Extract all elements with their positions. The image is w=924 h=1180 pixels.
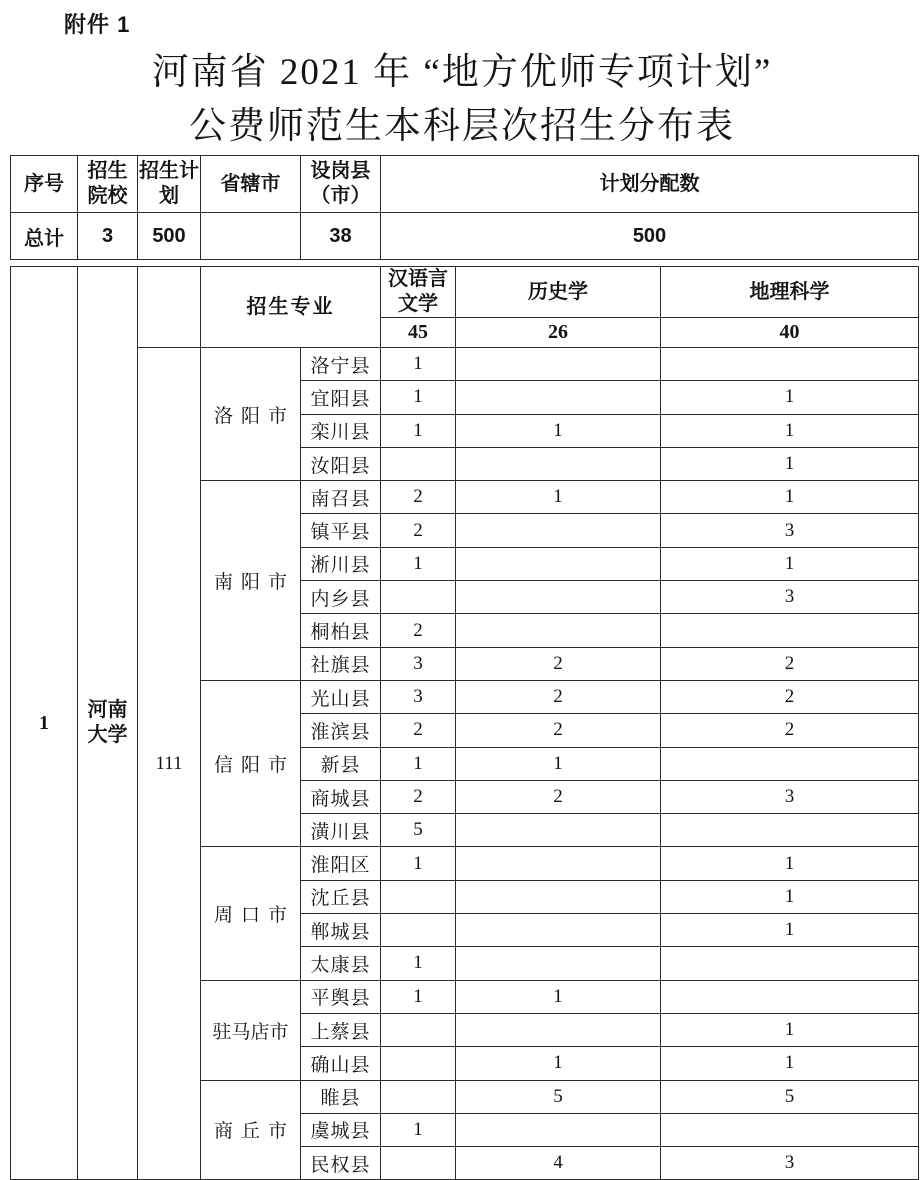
header-county-line1: 设岗县: [310, 160, 371, 182]
county-name: 虞城县: [301, 1113, 381, 1146]
plan-empty-cell: [138, 267, 201, 348]
county-name: 上蔡县: [301, 1013, 381, 1046]
header-county-line2: （市）: [310, 185, 371, 207]
county-name: 太康县: [301, 947, 381, 980]
major-total-chinese: 45: [381, 318, 456, 348]
county-name: 镇平县: [301, 514, 381, 547]
total-allocation: 500: [381, 213, 919, 260]
city-name: 信阳市: [201, 680, 301, 846]
county-name: 淅川县: [301, 547, 381, 580]
allocation-value: [456, 547, 661, 580]
allocation-value: 5: [661, 1080, 919, 1113]
allocation-value: 2: [456, 780, 661, 813]
allocation-value: 2: [456, 647, 661, 680]
city-name: 洛阳市: [201, 348, 301, 481]
allocation-value: [456, 447, 661, 480]
allocation-value: 2: [381, 614, 456, 647]
header-allocation: 计划分配数: [381, 156, 919, 213]
summary-table: [10, 155, 919, 260]
county-name: 淮阳区: [301, 847, 381, 880]
county-name: 沈丘县: [301, 880, 381, 913]
allocation-value: 4: [456, 1147, 661, 1180]
allocation-value: [381, 1147, 456, 1180]
total-college-count: 3: [78, 213, 138, 260]
total-county-count: 38: [301, 213, 381, 260]
allocation-value: 2: [381, 714, 456, 747]
header-college: 招生院校: [78, 156, 138, 213]
allocation-value: 3: [381, 647, 456, 680]
allocation-value: 3: [661, 514, 919, 547]
allocation-value: 1: [381, 414, 456, 447]
county-name: 南召县: [301, 481, 381, 514]
allocation-value: 1: [661, 914, 919, 947]
total-plan: 500: [138, 213, 201, 260]
allocation-value: 2: [381, 780, 456, 813]
allocation-value: [456, 514, 661, 547]
allocation-value: 5: [381, 814, 456, 847]
allocation-value: [381, 914, 456, 947]
majors-header-row: [11, 267, 919, 318]
allocation-value: 1: [661, 481, 919, 514]
allocation-value: [456, 1113, 661, 1146]
county-name: 新县: [301, 747, 381, 780]
major-label: 招生专业: [201, 267, 381, 348]
allocation-value: [381, 880, 456, 913]
attachment-label: 附件 1: [64, 12, 131, 37]
allocation-value: 2: [661, 680, 919, 713]
total-city-empty: [201, 213, 301, 260]
county-name: 汝阳县: [301, 447, 381, 480]
county-name: 光山县: [301, 680, 381, 713]
allocation-value: [661, 980, 919, 1013]
page-title-line2: 公费师范生本科层次招生分布表: [189, 106, 735, 147]
major-geography: 地理科学: [661, 267, 919, 318]
county-name: 平舆县: [301, 980, 381, 1013]
city-name: 驻马店市: [201, 980, 301, 1080]
allocation-value: 3: [381, 680, 456, 713]
header-city: 省辖市: [201, 156, 301, 213]
allocation-value: 1: [381, 381, 456, 414]
county-name: 睢县: [301, 1080, 381, 1113]
county-name: 社旗县: [301, 647, 381, 680]
allocation-value: 2: [381, 481, 456, 514]
allocation-value: 1: [381, 947, 456, 980]
allocation-value: 1: [661, 547, 919, 580]
allocation-value: 1: [661, 1013, 919, 1046]
allocation-value: [661, 814, 919, 847]
allocation-value: [381, 1047, 456, 1080]
allocation-value: 1: [661, 414, 919, 447]
county-row: [11, 348, 919, 381]
major-chinese: 汉语言文学: [381, 267, 456, 318]
allocation-value: 2: [381, 514, 456, 547]
allocation-value: 3: [661, 1147, 919, 1180]
allocation-value: 2: [661, 714, 919, 747]
allocation-value: 3: [661, 581, 919, 614]
page-title-line1: 河南省 2021 年 “地方优师专项计划”: [151, 52, 773, 93]
allocation-value: [661, 1113, 919, 1146]
county-name: 淮滨县: [301, 714, 381, 747]
total-label: 总计: [11, 213, 78, 260]
major-total-history: 26: [456, 318, 661, 348]
allocation-value: 1: [456, 481, 661, 514]
allocation-value: 1: [661, 847, 919, 880]
city-name: 周口市: [201, 847, 301, 980]
header-county: [301, 156, 381, 213]
allocation-value: [381, 1013, 456, 1046]
allocation-value: 1: [381, 1113, 456, 1146]
allocation-value: 1: [381, 348, 456, 381]
county-name: 内乡县: [301, 581, 381, 614]
county-name: 桐柏县: [301, 614, 381, 647]
allocation-value: 1: [661, 447, 919, 480]
allocation-value: [456, 381, 661, 414]
allocation-value: [456, 581, 661, 614]
allocation-value: 1: [661, 880, 919, 913]
allocation-value: [381, 581, 456, 614]
allocation-value: 1: [661, 1047, 919, 1080]
allocation-value: 1: [661, 381, 919, 414]
allocation-value: 1: [381, 847, 456, 880]
allocation-value: 3: [661, 780, 919, 813]
allocation-value: 2: [456, 714, 661, 747]
page-title: [0, 46, 924, 154]
allocation-value: 1: [456, 1047, 661, 1080]
major-total-geography: 40: [661, 318, 919, 348]
city-name: 南阳市: [201, 481, 301, 681]
allocation-value: [661, 614, 919, 647]
allocation-value: 1: [456, 980, 661, 1013]
county-name: 郸城县: [301, 914, 381, 947]
allocation-value: 5: [456, 1080, 661, 1113]
allocation-value: [456, 880, 661, 913]
allocation-value: 1: [381, 980, 456, 1013]
header-serial: 序号: [11, 156, 78, 213]
county-name: 确山县: [301, 1047, 381, 1080]
allocation-value: [456, 614, 661, 647]
college-name: 河南大学: [78, 267, 138, 1180]
county-name: 宜阳县: [301, 381, 381, 414]
allocation-value: [456, 814, 661, 847]
allocation-value: 1: [381, 547, 456, 580]
allocation-value: [456, 914, 661, 947]
allocation-value: [661, 747, 919, 780]
county-name: 洛宁县: [301, 348, 381, 381]
allocation-value: 2: [661, 647, 919, 680]
county-name: 商城县: [301, 780, 381, 813]
serial-number: 1: [11, 267, 78, 1180]
allocation-value: 1: [381, 747, 456, 780]
college-plan-value: 111: [138, 348, 201, 1180]
allocation-value: [661, 947, 919, 980]
header-plan: 招生计划: [138, 156, 201, 213]
allocation-value: [456, 1013, 661, 1046]
city-name: 商丘市: [201, 1080, 301, 1180]
allocation-value: [456, 348, 661, 381]
county-name: 栾川县: [301, 414, 381, 447]
allocation-value: [456, 947, 661, 980]
county-name: 民权县: [301, 1147, 381, 1180]
total-row: [11, 213, 919, 260]
allocation-value: 2: [456, 680, 661, 713]
allocation-value: [456, 847, 661, 880]
allocation-value: 1: [456, 747, 661, 780]
body-table: [10, 266, 919, 1180]
major-history: 历史学: [456, 267, 661, 318]
allocation-value: [381, 1080, 456, 1113]
allocation-value: 1: [456, 414, 661, 447]
summary-header-row: [11, 156, 919, 213]
county-name: 潢川县: [301, 814, 381, 847]
allocation-value: [381, 447, 456, 480]
allocation-value: [661, 348, 919, 381]
